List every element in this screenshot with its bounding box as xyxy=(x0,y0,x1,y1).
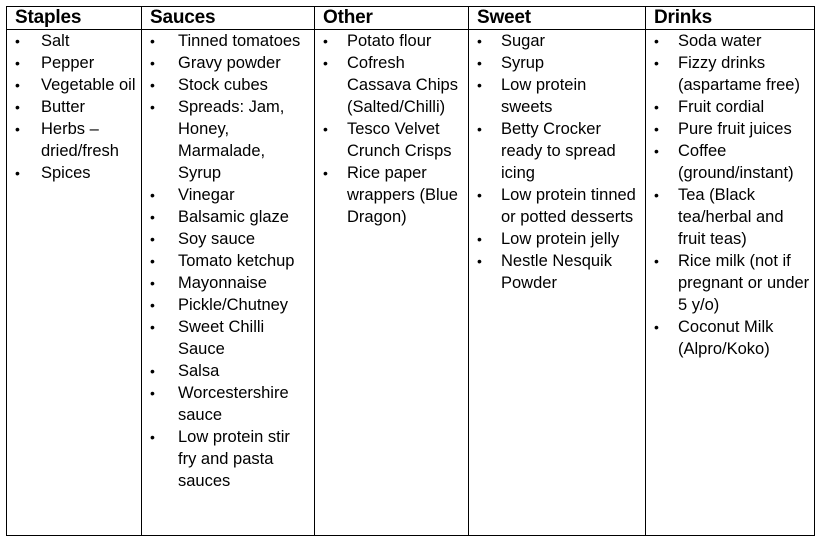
item-text: Tesco Velvet Crunch Crisps xyxy=(347,120,452,160)
bullet-icon: • xyxy=(150,385,155,401)
item-text: Pepper xyxy=(41,54,95,72)
item-text: Spices xyxy=(41,164,91,182)
item-text: Spreads: Jam, Honey, Marmalade, Syrup xyxy=(178,98,285,182)
list-item xyxy=(646,96,814,118)
list-item xyxy=(469,184,645,228)
item-text: Balsamic glaze xyxy=(178,208,289,226)
list-item xyxy=(315,30,468,52)
item-text: Soda water xyxy=(678,32,762,50)
bullet-icon: • xyxy=(150,275,155,291)
heading-sauces: Sauces xyxy=(142,7,315,30)
list-item xyxy=(646,30,814,52)
item-text: Stock cubes xyxy=(178,76,268,94)
list-item xyxy=(646,52,814,96)
list-item xyxy=(142,250,314,272)
list-item xyxy=(7,30,141,52)
content-row xyxy=(7,30,815,536)
bullet-icon: • xyxy=(654,143,659,159)
bullet-icon: • xyxy=(15,33,20,49)
bullet-icon: • xyxy=(150,33,155,49)
bullet-icon: • xyxy=(150,77,155,93)
item-text: Worcestershire sauce xyxy=(178,384,289,424)
food-list-table xyxy=(6,6,815,536)
bullet-icon: • xyxy=(15,121,20,137)
heading-other: Other xyxy=(315,7,469,30)
drinks-list xyxy=(646,30,814,360)
list-item xyxy=(646,184,814,250)
sweet-cell xyxy=(469,30,646,536)
item-text: Soy sauce xyxy=(178,230,256,248)
bullet-icon: • xyxy=(150,55,155,71)
item-text: Low protein jelly xyxy=(501,230,620,248)
item-text: Nestle Nesquik Powder xyxy=(501,252,612,292)
drinks-cell xyxy=(646,30,815,536)
item-text: Coconut Milk (Alpro/Koko) xyxy=(678,318,774,358)
heading-staples: Staples xyxy=(7,7,142,30)
list-item xyxy=(469,228,645,250)
item-text: Vegetable oil xyxy=(41,76,136,94)
list-item xyxy=(142,382,314,426)
list-item xyxy=(142,206,314,228)
list-item xyxy=(315,162,468,228)
bullet-icon: • xyxy=(477,33,482,49)
list-item xyxy=(142,184,314,206)
bullet-icon: • xyxy=(15,55,20,71)
list-item xyxy=(7,96,141,118)
header-row xyxy=(7,7,815,30)
list-item xyxy=(142,294,314,316)
list-item xyxy=(469,74,645,118)
list-item xyxy=(142,52,314,74)
heading-drinks: Drinks xyxy=(646,7,815,30)
bullet-icon: • xyxy=(477,231,482,247)
bullet-icon: • xyxy=(150,99,155,115)
list-item xyxy=(646,118,814,140)
list-item xyxy=(469,250,645,294)
item-text: Mayonnaise xyxy=(178,274,267,292)
item-text: Rice paper wrappers (Blue Dragon) xyxy=(347,164,458,226)
bullet-icon: • xyxy=(477,55,482,71)
list-item xyxy=(469,30,645,52)
bullet-icon: • xyxy=(654,121,659,137)
list-item xyxy=(7,52,141,74)
sauces-cell xyxy=(142,30,315,536)
bullet-icon: • xyxy=(150,209,155,225)
list-item xyxy=(469,118,645,184)
item-text: Low protein sweets xyxy=(501,76,587,116)
item-text: Potato flour xyxy=(347,32,432,50)
staples-cell xyxy=(7,30,142,536)
item-text: Pure fruit juices xyxy=(678,120,792,138)
item-text: Sugar xyxy=(501,32,546,50)
item-text: Vinegar xyxy=(178,186,235,204)
bullet-icon: • xyxy=(150,231,155,247)
list-item xyxy=(142,426,314,492)
bullet-icon: • xyxy=(477,77,482,93)
bullet-icon: • xyxy=(15,77,20,93)
staples-list xyxy=(7,30,141,184)
other-list xyxy=(315,30,468,228)
item-text: Fruit cordial xyxy=(678,98,765,116)
list-item xyxy=(142,96,314,184)
bullet-icon: • xyxy=(477,253,482,269)
sauces-list xyxy=(142,30,314,492)
bullet-icon: • xyxy=(477,121,482,137)
bullet-icon: • xyxy=(150,187,155,203)
bullet-icon: • xyxy=(654,187,659,203)
item-text: Rice milk (not if pregnant or under 5 y/o) xyxy=(678,252,810,314)
bullet-icon: • xyxy=(150,363,155,379)
list-item xyxy=(469,52,645,74)
item-text: Low protein tinned or potted desserts xyxy=(501,186,636,226)
item-text: Butter xyxy=(41,98,86,116)
item-text: Salt xyxy=(41,32,70,50)
item-text: Cofresh Cassava Chips (Salted/Chilli) xyxy=(347,54,458,116)
list-item xyxy=(646,316,814,360)
item-text: Low protein stir fry and pasta sauces xyxy=(178,428,290,490)
other-cell xyxy=(315,30,469,536)
list-item xyxy=(142,272,314,294)
list-item xyxy=(646,250,814,316)
list-item xyxy=(142,74,314,96)
list-item xyxy=(646,140,814,184)
sweet-list xyxy=(469,30,645,294)
bullet-icon: • xyxy=(323,165,328,181)
list-item xyxy=(7,74,141,96)
list-item xyxy=(315,118,468,162)
list-item xyxy=(7,162,141,184)
bullet-icon: • xyxy=(150,253,155,269)
bullet-icon: • xyxy=(323,55,328,71)
list-item xyxy=(142,316,314,360)
item-text: Tinned tomatoes xyxy=(178,32,301,50)
item-text: Gravy powder xyxy=(178,54,281,72)
item-text: Pickle/Chutney xyxy=(178,296,289,314)
item-text: Herbs – dried/fresh xyxy=(41,120,119,160)
bullet-icon: • xyxy=(15,99,20,115)
item-text: Betty Crocker ready to spread icing xyxy=(501,120,616,182)
bullet-icon: • xyxy=(477,187,482,203)
item-text: Tomato ketchup xyxy=(178,252,295,270)
bullet-icon: • xyxy=(150,429,155,445)
item-text: Salsa xyxy=(178,362,220,380)
item-text: Tea (Black tea/herbal and fruit teas) xyxy=(678,186,784,248)
list-item xyxy=(142,360,314,382)
bullet-icon: • xyxy=(654,319,659,335)
item-text: Syrup xyxy=(501,54,545,72)
item-text: Sweet Chilli Sauce xyxy=(178,318,265,358)
bullet-icon: • xyxy=(323,121,328,137)
bullet-icon: • xyxy=(654,55,659,71)
bullet-icon: • xyxy=(15,165,20,181)
bullet-icon: • xyxy=(150,319,155,335)
bullet-icon: • xyxy=(323,33,328,49)
bullet-icon: • xyxy=(654,33,659,49)
list-item xyxy=(7,118,141,162)
bullet-icon: • xyxy=(654,99,659,115)
heading-sweet: Sweet xyxy=(469,7,646,30)
item-text: Coffee (ground/instant) xyxy=(678,142,794,182)
list-item xyxy=(142,30,314,52)
bullet-icon: • xyxy=(150,297,155,313)
list-item xyxy=(142,228,314,250)
item-text: Fizzy drinks (aspartame free) xyxy=(678,54,800,94)
list-item xyxy=(315,52,468,118)
bullet-icon: • xyxy=(654,253,659,269)
